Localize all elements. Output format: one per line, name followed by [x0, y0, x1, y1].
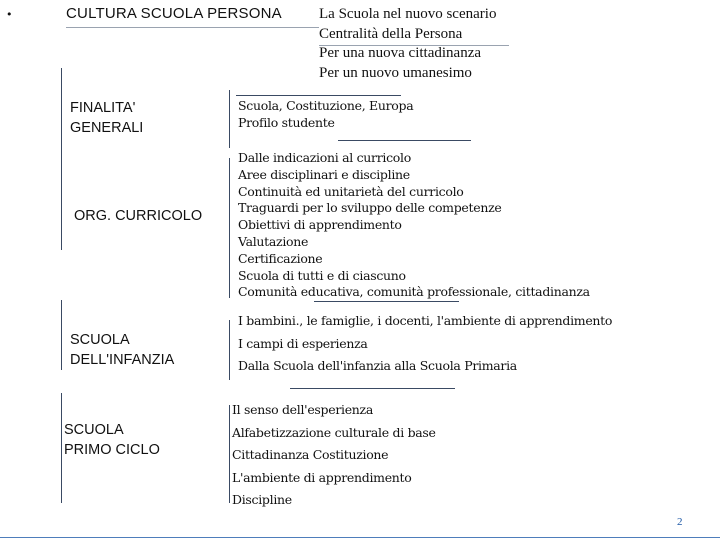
list-item: Profilo studente [238, 114, 335, 130]
footer-line [0, 537, 720, 538]
header-underline-right [319, 45, 509, 46]
list-item: Discipline [232, 492, 292, 508]
subtitle-block [319, 5, 496, 83]
label-line: SCUOLA [64, 422, 124, 438]
section-label-infanzia [70, 330, 174, 370]
section-items-primo-ciclo [232, 399, 436, 512]
list-item: Comunità educativa, comunità professionale, cittadinanza [238, 284, 590, 300]
section-label-primo-ciclo [64, 420, 160, 460]
list-item: I bambini., le famiglie, i docenti, l'ambiente di apprendimento [238, 313, 613, 328]
list-item: Il senso dell'esperienza [232, 402, 373, 417]
right-bracket-line [229, 405, 230, 503]
left-bracket-line [61, 393, 62, 503]
list-item: Aree disciplinari e discipline [238, 166, 410, 182]
label-line: SCUOLA [70, 332, 130, 348]
subtitle-line: Per una nuova cittadinanza [319, 45, 482, 61]
section-items-finalita [238, 98, 413, 132]
section-label-finalita [70, 98, 143, 138]
list-item: Continuità ed unitarietà del curricolo [238, 183, 464, 199]
section-label-curricolo [74, 206, 202, 226]
section-separator [236, 95, 401, 96]
main-title: CULTURA SCUOLA PERSONA [66, 5, 282, 22]
left-bracket-line [61, 68, 62, 250]
label-line: GENERALI [70, 120, 144, 136]
list-item: Dalle indicazioni al curricolo [238, 150, 411, 165]
label-line: ORG. CURRICOLO [74, 208, 203, 224]
section-separator [338, 140, 471, 141]
right-bracket-line [229, 320, 230, 380]
bullet-glyph: • [6, 8, 13, 21]
right-bracket-line [229, 90, 230, 148]
list-item: Obiettivi di apprendimento [238, 217, 402, 233]
list-item: Scuola, Costituzione, Europa [238, 98, 414, 113]
page-number: 2 [677, 516, 683, 528]
subtitle-line: Per un nuovo umanesimo [319, 64, 472, 81]
list-item: Alfabetizzazione culturale di base [232, 424, 436, 440]
label-line: DELL'INFANZIA [70, 352, 175, 368]
subtitle-line: La Scuola nel nuovo scenario [319, 6, 497, 22]
section-items-infanzia [238, 310, 612, 378]
section-separator [290, 388, 455, 389]
list-item: Scuola di tutti e di ciascuno [238, 267, 406, 283]
list-item: Dalla Scuola dell'infanzia alla Scuola Primaria [238, 358, 517, 374]
header-underline-left [66, 27, 319, 28]
left-bracket-line [61, 300, 62, 370]
list-item: L'ambiente di apprendimento [232, 469, 412, 485]
subtitle-line: Centralità della Persona [319, 25, 463, 42]
right-bracket-line [229, 158, 230, 298]
list-item: Valutazione [238, 233, 309, 249]
list-item: Traguardi per lo sviluppo delle competenze [238, 200, 502, 216]
list-item: Certificazione [238, 250, 323, 266]
list-item: I campi di esperienza [238, 335, 368, 351]
section-items-curricolo [238, 150, 590, 301]
list-item: Cittadinanza Costituzione [232, 447, 389, 463]
label-line: FINALITA' [70, 100, 136, 116]
label-line: PRIMO CICLO [64, 442, 160, 458]
